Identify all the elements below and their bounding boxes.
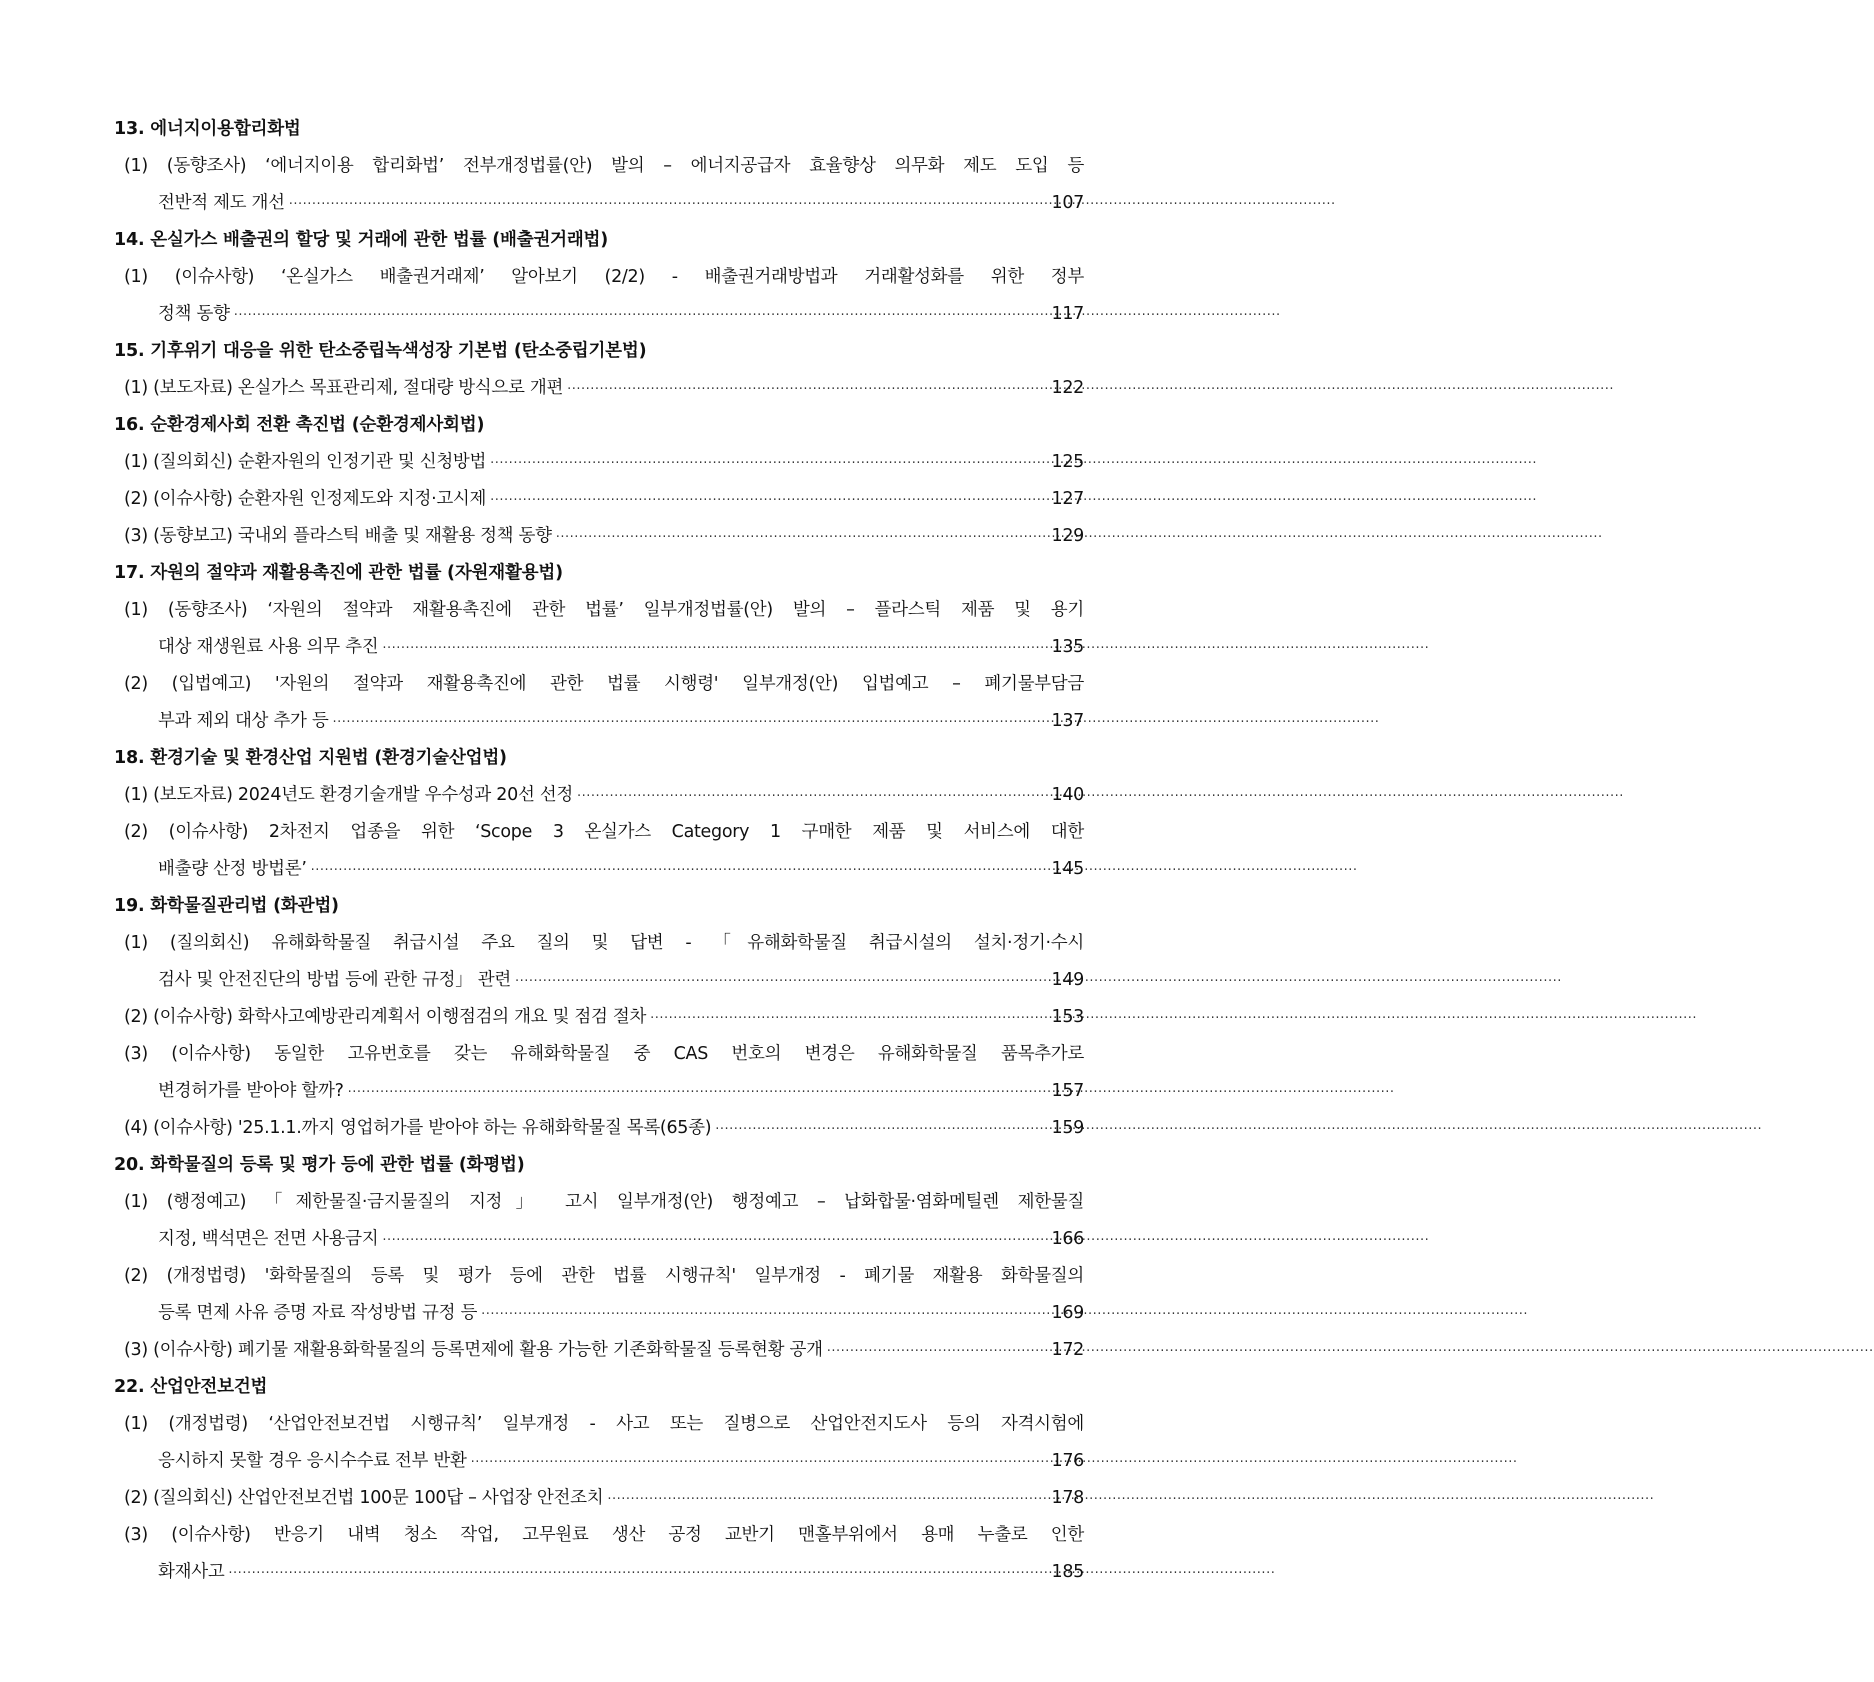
page-number: 172: [1051, 1340, 1084, 1360]
page-number: 178: [1051, 1488, 1084, 1508]
dot-leader: [471, 1444, 1048, 1481]
toc-entry-page-row: [114, 851, 1084, 888]
dot-leader: [577, 778, 1047, 815]
dot-leader: [348, 1074, 1048, 1111]
toc-entry[interactable]: [114, 518, 1084, 555]
toc-entry-title-line: (1) (개정법령) ‘산업안전보건법 시행규칙’ 일부개정 - 사고 또는 질병으로 산업안전지도사 등의 자격시험에: [124, 1414, 1084, 1434]
toc-entry-title: (4) (이슈사항) '25.1.1.까지 영업허가를 받아야 하는 유해화학물질 목록(65종): [124, 1118, 712, 1138]
dot-leader: [515, 963, 1048, 1000]
toc-entry[interactable]: [114, 1332, 1084, 1369]
dot-leader: [827, 1333, 1048, 1370]
dot-leader: [481, 1296, 1047, 1333]
section-heading: 20. 화학물질의 등록 및 평가 등에 관한 법률 (화평법): [114, 1155, 525, 1175]
toc-entry-page-row: [114, 185, 1084, 222]
toc-entry-title-line: (1) (질의회신) 유해화학물질 취급시설 주요 질의 및 답변 - 「유해화학물질 취급시설의 설치·정기·수시: [124, 933, 1084, 953]
section-heading: 18. 환경기술 및 환경산업 지원법 (환경기술산업법): [114, 748, 507, 768]
dot-leader: [607, 1481, 1047, 1518]
toc-entry-title: 부과 제외 대상 추가 등: [158, 711, 329, 731]
toc-entry[interactable]: [114, 1184, 1084, 1258]
dot-leader: [333, 704, 1048, 741]
toc-entry-title-line: (1) (이슈사항) ‘온실가스 배출권거래제’ 알아보기 (2/2) - 배출권거래방법과 거래활성화를 위한 정부: [124, 267, 1084, 287]
toc-entry-title: 검사 및 안전진단의 방법 등에 관한 규정」 관련: [158, 970, 511, 990]
page-number: 169: [1051, 1303, 1084, 1323]
toc-entry[interactable]: [114, 777, 1084, 814]
toc-entry-page-row: [114, 629, 1084, 666]
toc-entry[interactable]: [114, 1406, 1084, 1480]
toc-entry[interactable]: [114, 666, 1084, 740]
toc-entry[interactable]: [114, 148, 1084, 222]
toc-entry-title: (1) (보도자료) 온실가스 목표관리제, 절대량 방식으로 개편: [124, 378, 564, 398]
page-number: 153: [1051, 1007, 1084, 1027]
dot-leader: [311, 852, 1048, 889]
page-number: 125: [1051, 452, 1084, 472]
page-number: 159: [1051, 1118, 1084, 1138]
page-number: 176: [1051, 1451, 1084, 1471]
toc-entry-title: (2) (이슈사항) 화학사고예방관리계획서 이행점검의 개요 및 점검 절차: [124, 1007, 647, 1027]
toc-entry[interactable]: [114, 814, 1084, 888]
toc-entry-page-row: [114, 703, 1084, 740]
toc-entry-page-row: [114, 1332, 1084, 1369]
page-number: 149: [1051, 970, 1084, 990]
toc-entry-page-row: [114, 481, 1084, 518]
toc-entry[interactable]: [114, 592, 1084, 666]
toc-entry[interactable]: [114, 444, 1084, 481]
toc-entry-page-row: [114, 962, 1084, 999]
section-heading: 16. 순환경제사회 전환 촉진법 (순환경제사회법): [114, 415, 485, 435]
toc-entry-title-line: (2) (개정법령) '화학물질의 등록 및 평가 등에 관한 법률 시행규칙' 일부개정 - 폐기물 재활용 화학물질의: [124, 1266, 1084, 1286]
toc-entry-page-row: [114, 296, 1084, 333]
section-heading: 14. 온실가스 배출권의 할당 및 거래에 관한 법률 (배출권거래법): [114, 230, 609, 250]
page-number: 166: [1051, 1229, 1084, 1249]
toc-entry[interactable]: [114, 481, 1084, 518]
toc-entry[interactable]: [114, 1480, 1084, 1517]
dot-leader: [650, 1000, 1047, 1037]
page-number: 129: [1051, 526, 1084, 546]
toc-entry-page-row: [114, 1295, 1084, 1332]
toc-entry-page-row: [114, 1221, 1084, 1258]
toc-entry[interactable]: [114, 925, 1084, 999]
toc-entry-page-row: [114, 999, 1084, 1036]
toc-entry-page-row: [114, 518, 1084, 555]
page-number: 140: [1051, 785, 1084, 805]
dot-leader: [490, 482, 1047, 519]
toc-entry-title-line: (1) (동향조사) ‘에너지이용 합리화법’ 전부개정법률(안) 발의 – 에너지공급자 효율향상 의무화 제도 도입 등: [124, 156, 1084, 176]
toc-entry-page-row: [114, 1073, 1084, 1110]
toc-entry-title: 화재사고: [158, 1562, 225, 1582]
dot-leader: [228, 1555, 1047, 1592]
dot-leader: [715, 1111, 1047, 1148]
toc-entry[interactable]: [114, 370, 1084, 407]
toc-entry-title: (3) (동향보고) 국내외 플라스틱 배출 및 재활용 정책 동향: [124, 526, 552, 546]
section-heading: 15. 기후위기 대응을 위한 탄소중립녹색성장 기본법 (탄소중립기본법): [114, 341, 647, 361]
toc-entry-title: 등록 면제 사유 증명 자료 작성방법 규정 등: [158, 1303, 478, 1323]
page-number: 127: [1051, 489, 1084, 509]
section-heading: 13. 에너지이용합리화법: [114, 119, 301, 139]
toc-entry[interactable]: [114, 1517, 1084, 1591]
toc-entry-page-row: [114, 1480, 1084, 1517]
page-number: 135: [1051, 637, 1084, 657]
toc-entry-title: (3) (이슈사항) 폐기물 재활용화학물질의 등록면제에 활용 가능한 기존화학물질 등록현황 공개: [124, 1340, 823, 1360]
toc-entry[interactable]: [114, 1036, 1084, 1110]
dot-leader: [234, 297, 1048, 334]
toc-entry-title-line: (3) (이슈사항) 반응기 내벽 청소 작업, 고무원료 생산 공정 교반기 맨홀부위에서 용매 누출로 인한: [124, 1525, 1084, 1545]
toc-entry-title: 변경허가를 받아야 할까?: [158, 1081, 344, 1101]
dot-leader: [382, 630, 1047, 667]
toc-entry-title: (2) (이슈사항) 순환자원 인정제도와 지정·고시제: [124, 489, 487, 509]
toc-entry-page-row: [114, 1443, 1084, 1480]
toc-entry-title-line: (1) (행정예고) 「제한물질·금지물질의 지정」 고시 일부개정(안) 행정예고 – 납화합물·염화메틸렌 제한물질: [124, 1192, 1084, 1212]
dot-leader: [289, 186, 1048, 223]
dot-leader: [556, 519, 1048, 556]
toc-entry-title: (2) (질의회신) 산업안전보건법 100문 100답 – 사업장 안전조치: [124, 1488, 604, 1508]
section-heading: 19. 화학물질관리법 (화관법): [114, 896, 339, 916]
toc-entry-page-row: [114, 444, 1084, 481]
toc-entry-title-line: (2) (입법예고) '자원의 절약과 재활용촉진에 관한 법률 시행령' 일부개정(안) 입법예고 – 폐기물부담금: [124, 674, 1084, 694]
toc-entry[interactable]: [114, 999, 1084, 1036]
section-heading: 17. 자원의 절약과 재활용촉진에 관한 법률 (자원재활용법): [114, 563, 563, 583]
toc-entry-page-row: [114, 1554, 1084, 1591]
toc-entry-title-line: (1) (동향조사) ‘자원의 절약과 재활용촉진에 관한 법률’ 일부개정법률(안) 발의 – 플라스틱 제품 및 용기: [124, 600, 1084, 620]
toc-entry[interactable]: [114, 1110, 1084, 1147]
page-number: 107: [1051, 193, 1084, 213]
toc-entry-title: 응시하지 못할 경우 응시수수료 전부 반환: [158, 1451, 467, 1471]
toc-entry-page-row: [114, 777, 1084, 814]
page-number: 117: [1051, 304, 1084, 324]
dot-leader: [382, 1222, 1047, 1259]
toc-entry-title: 지정, 백석면은 전면 사용금지: [158, 1229, 379, 1249]
toc-entry-title: (1) (보도자료) 2024년도 환경기술개발 우수성과 20선 선정: [124, 785, 574, 805]
toc-entry-title-line: (3) (이슈사항) 동일한 고유번호를 갖는 유해화학물질 중 CAS 번호의 변경은 유해화학물질 품목추가로: [124, 1044, 1084, 1064]
toc-entry-page-row: [114, 370, 1084, 407]
toc-entry-title: 정책 동향: [158, 304, 230, 324]
toc-entry-title: (1) (질의회신) 순환자원의 인정기관 및 신청방법: [124, 452, 487, 472]
page-number: 122: [1051, 378, 1084, 398]
page-number: 185: [1051, 1562, 1084, 1582]
toc-entry-title: 전반적 제도 개선: [158, 193, 285, 213]
page-number: 137: [1051, 711, 1084, 731]
toc-entry-title: 배출량 산정 방법론’: [158, 859, 307, 879]
toc-entry[interactable]: [114, 259, 1084, 333]
section-heading: 22. 산업안전보건법: [114, 1377, 268, 1397]
dot-leader: [567, 371, 1047, 408]
page-number: 145: [1051, 859, 1084, 879]
dot-leader: [490, 445, 1047, 482]
toc-entry[interactable]: [114, 1258, 1084, 1332]
table-of-contents: [114, 111, 1084, 1591]
page-number: 157: [1051, 1081, 1084, 1101]
toc-entry-title-line: (2) (이슈사항) 2차전지 업종을 위한 ‘Scope 3 온실가스 Category 1 구매한 제품 및 서비스에 대한: [124, 822, 1084, 842]
toc-entry-title: 대상 재생원료 사용 의무 추진: [158, 637, 379, 657]
toc-entry-page-row: [114, 1110, 1084, 1147]
